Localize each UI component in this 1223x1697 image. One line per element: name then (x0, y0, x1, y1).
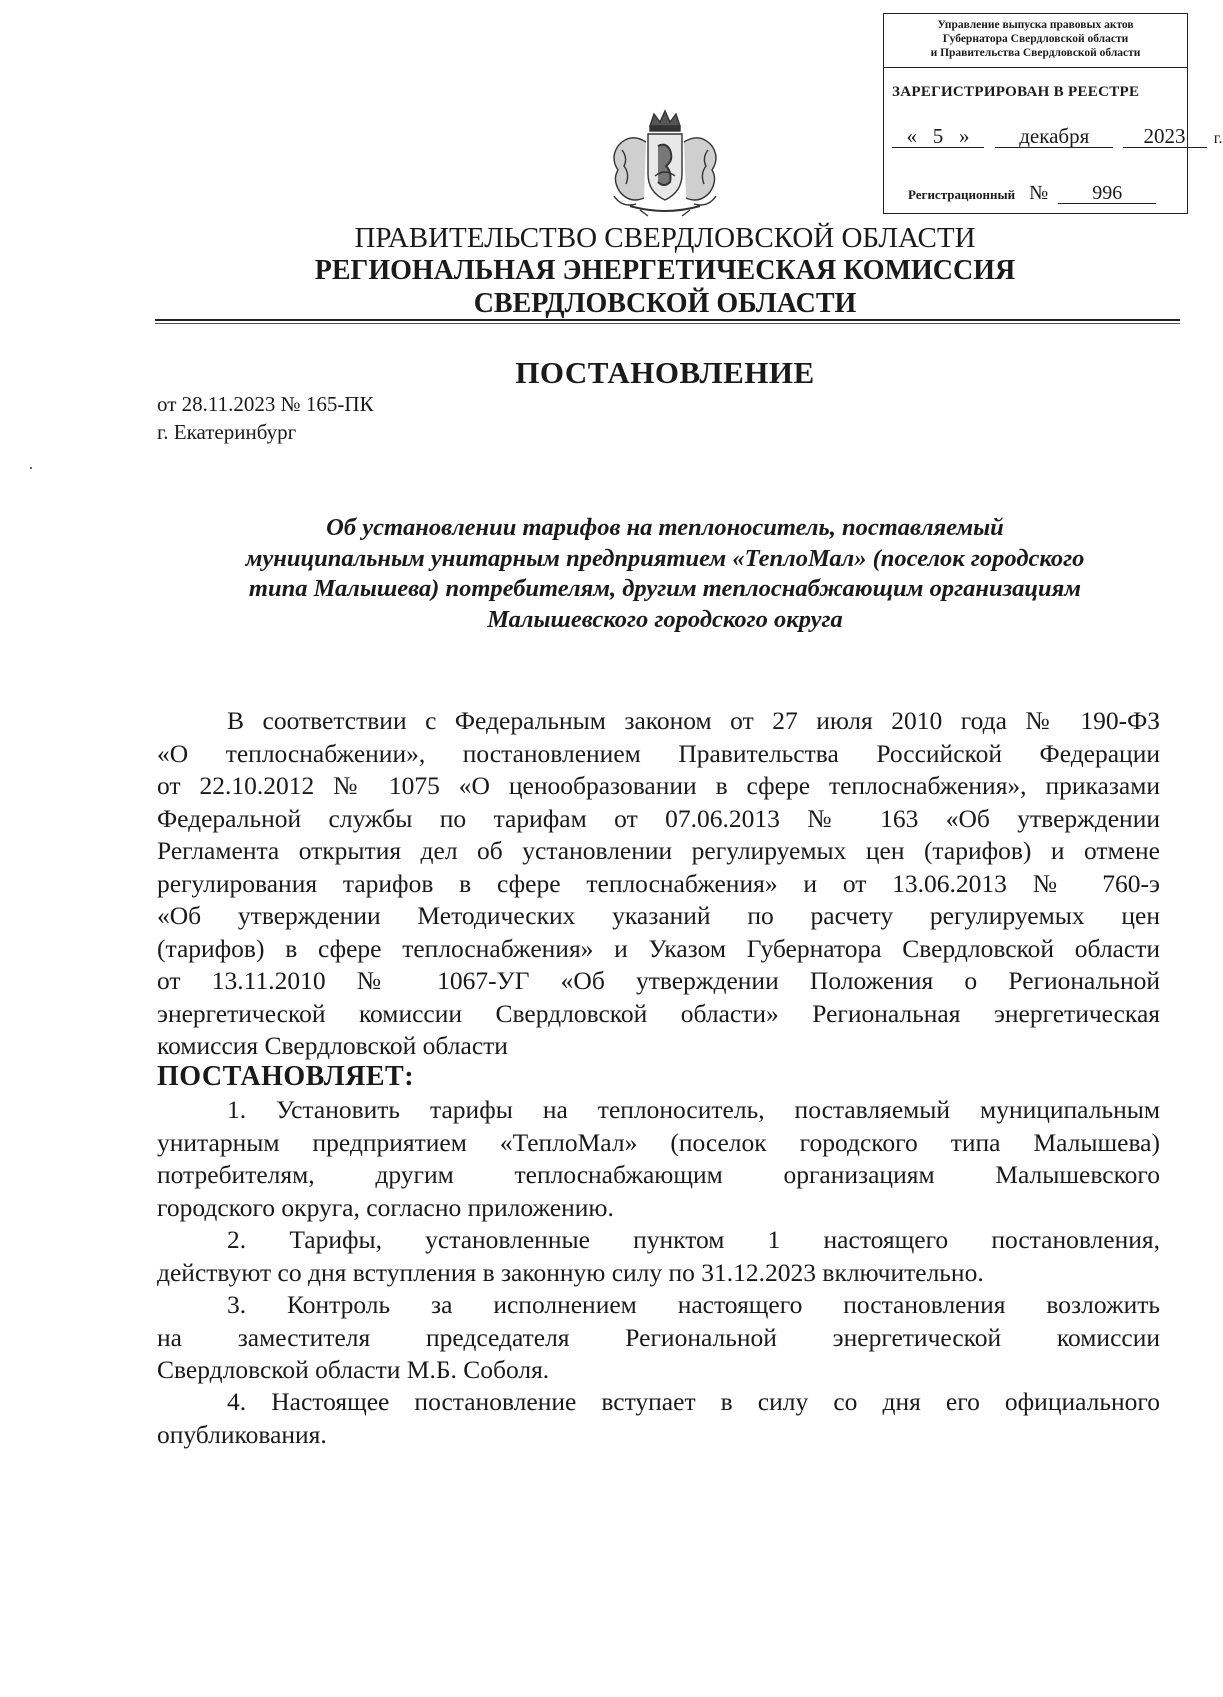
preamble-line: от 13.11.2010 № 1067-УГ «Об утверждении Положения о Региональной (157, 966, 1160, 995)
item-line: 2. Тарифы, установленные пунктом 1 настоящего постановления, (227, 1225, 1160, 1254)
document-type-title: ПОСТАНОВЛЕНИЕ (515, 355, 815, 390)
item-line: 4. Настоящее постановление вступает в силу со дня его официального (227, 1387, 1160, 1416)
scan-speck (30, 467, 32, 469)
document-subject (150, 513, 1180, 635)
preamble-line: энергетической комиссии Свердловской области» Региональная энергетическая (157, 998, 1160, 1028)
stamp-year: 2023 (1123, 125, 1207, 148)
stamp-open-quote: « (906, 124, 917, 148)
stamp-header-line: и Правительства Свердловской области (930, 47, 1141, 59)
stamp-month: декабря (995, 125, 1113, 148)
subject-line: типа Малышева) потребителям, другим теплоснабжающим организациям (248, 575, 1082, 602)
stamp-year-suffix: г. (1213, 130, 1223, 147)
stamp-reg-number (908, 182, 1156, 205)
item-3 (157, 1289, 1160, 1387)
stamp-date-day (892, 125, 984, 148)
commission-name-line1: РЕГИОНАЛЬНАЯ ЭНЕРГЕТИЧЕСКАЯ КОМИССИЯ (314, 255, 1016, 286)
item-line: потребителям, другим теплоснабжающим организациям Малышевского (157, 1160, 1160, 1189)
item-line: 3. Контроль за исполнением настоящего постановления возложить (227, 1290, 1160, 1319)
item-line: опубликования. (157, 1419, 327, 1449)
preamble-line: (тарифов) в сфере теплоснабжения» и Указом Губернатора Свердловской области (157, 933, 1160, 963)
stamp-day: 5 (932, 124, 944, 148)
stamp-reg-number-value: 996 (1058, 183, 1156, 204)
item-line: городского округа, согласно приложению. (157, 1192, 614, 1222)
item-line: действуют со дня вступления в законную силу по 31.12.2023 включительно. (157, 1257, 984, 1287)
stamp-number-sign: № (1029, 182, 1049, 204)
stamp-header-line: Губернатора Свердловской области (942, 33, 1129, 45)
stamp-registered-label: ЗАРЕГИСТРИРОВАН В РЕЕСТРЕ (892, 84, 1140, 100)
item-line: на заместителя председателя Региональной энергетической комиссии (157, 1322, 1160, 1352)
stamp-date (892, 124, 1223, 149)
preamble-line: Федеральной службы по тарифам от 07.06.2013 № 163 «Об утверждении (157, 803, 1160, 833)
preamble-line: комиссия Свердловской области (157, 1031, 508, 1060)
resolves-heading: ПОСТАНОВЛЯЕТ: (157, 1061, 415, 1092)
preamble-line: В соответствии с Федеральным законом от 27 июля 2010 года № 190-ФЗ (227, 706, 1160, 735)
subject-line: Об установлении тарифов на теплоноситель, поставляемый (326, 514, 1004, 541)
stamp-close-quote: » (959, 124, 970, 148)
preamble-line: «Об утверждении Методических указаний по расчету регулируемых цен (157, 901, 1160, 930)
item-1 (157, 1094, 1160, 1224)
registration-stamp (883, 13, 1223, 214)
item-line: 1. Установить тарифы на теплоноситель, поставляемый муниципальным (227, 1095, 1160, 1124)
commission-name-line2: СВЕРДЛОВСКОЙ ОБЛАСТИ (473, 288, 857, 319)
government-name: ПРАВИТЕЛЬСТВО СВЕРДЛОВСКОЙ ОБЛАСТИ (354, 222, 976, 254)
header-divider (155, 319, 1180, 321)
stamp-header-line: Управление выпуска правовых актов (937, 19, 1134, 31)
preamble-line: «О теплоснабжении», постановлением Правительства Российской Федерации (157, 738, 1160, 768)
item-2 (157, 1224, 1160, 1289)
document-city: г. Екатеринбург (157, 420, 297, 444)
stamp-header (884, 14, 1187, 68)
subject-line: муниципальным унитарным предприятием «ТеплоМал» (поселок городского (245, 544, 1085, 572)
header-divider-thin (155, 323, 1180, 324)
sverdlovsk-coat-of-arms-icon (600, 108, 730, 218)
document-date-number: от 28.11.2023 № 165-ПК (157, 392, 374, 416)
preamble-line: Регламента открытия дел об установлении регулируемых цен (тарифов) и отмене (157, 836, 1160, 865)
preamble-line: регулирования тарифов в сфере теплоснабжения» и от 13.06.2013 № 760-э (157, 868, 1160, 898)
preamble-paragraph (157, 705, 1160, 1063)
preamble-line: от 22.10.2012 № 1075 «О ценообразовании в сфере теплоснабжения», приказами (157, 771, 1160, 800)
item-4 (157, 1386, 1160, 1451)
subject-line: Малышевского городского округа (487, 605, 843, 633)
stamp-reg-number-label: Регистрационный (908, 187, 1016, 202)
item-line: Свердловской области М.Б. Соболя. (157, 1355, 550, 1384)
item-line: унитарным предприятием «ТеплоМал» (поселок городского типа Малышева) (157, 1127, 1160, 1157)
